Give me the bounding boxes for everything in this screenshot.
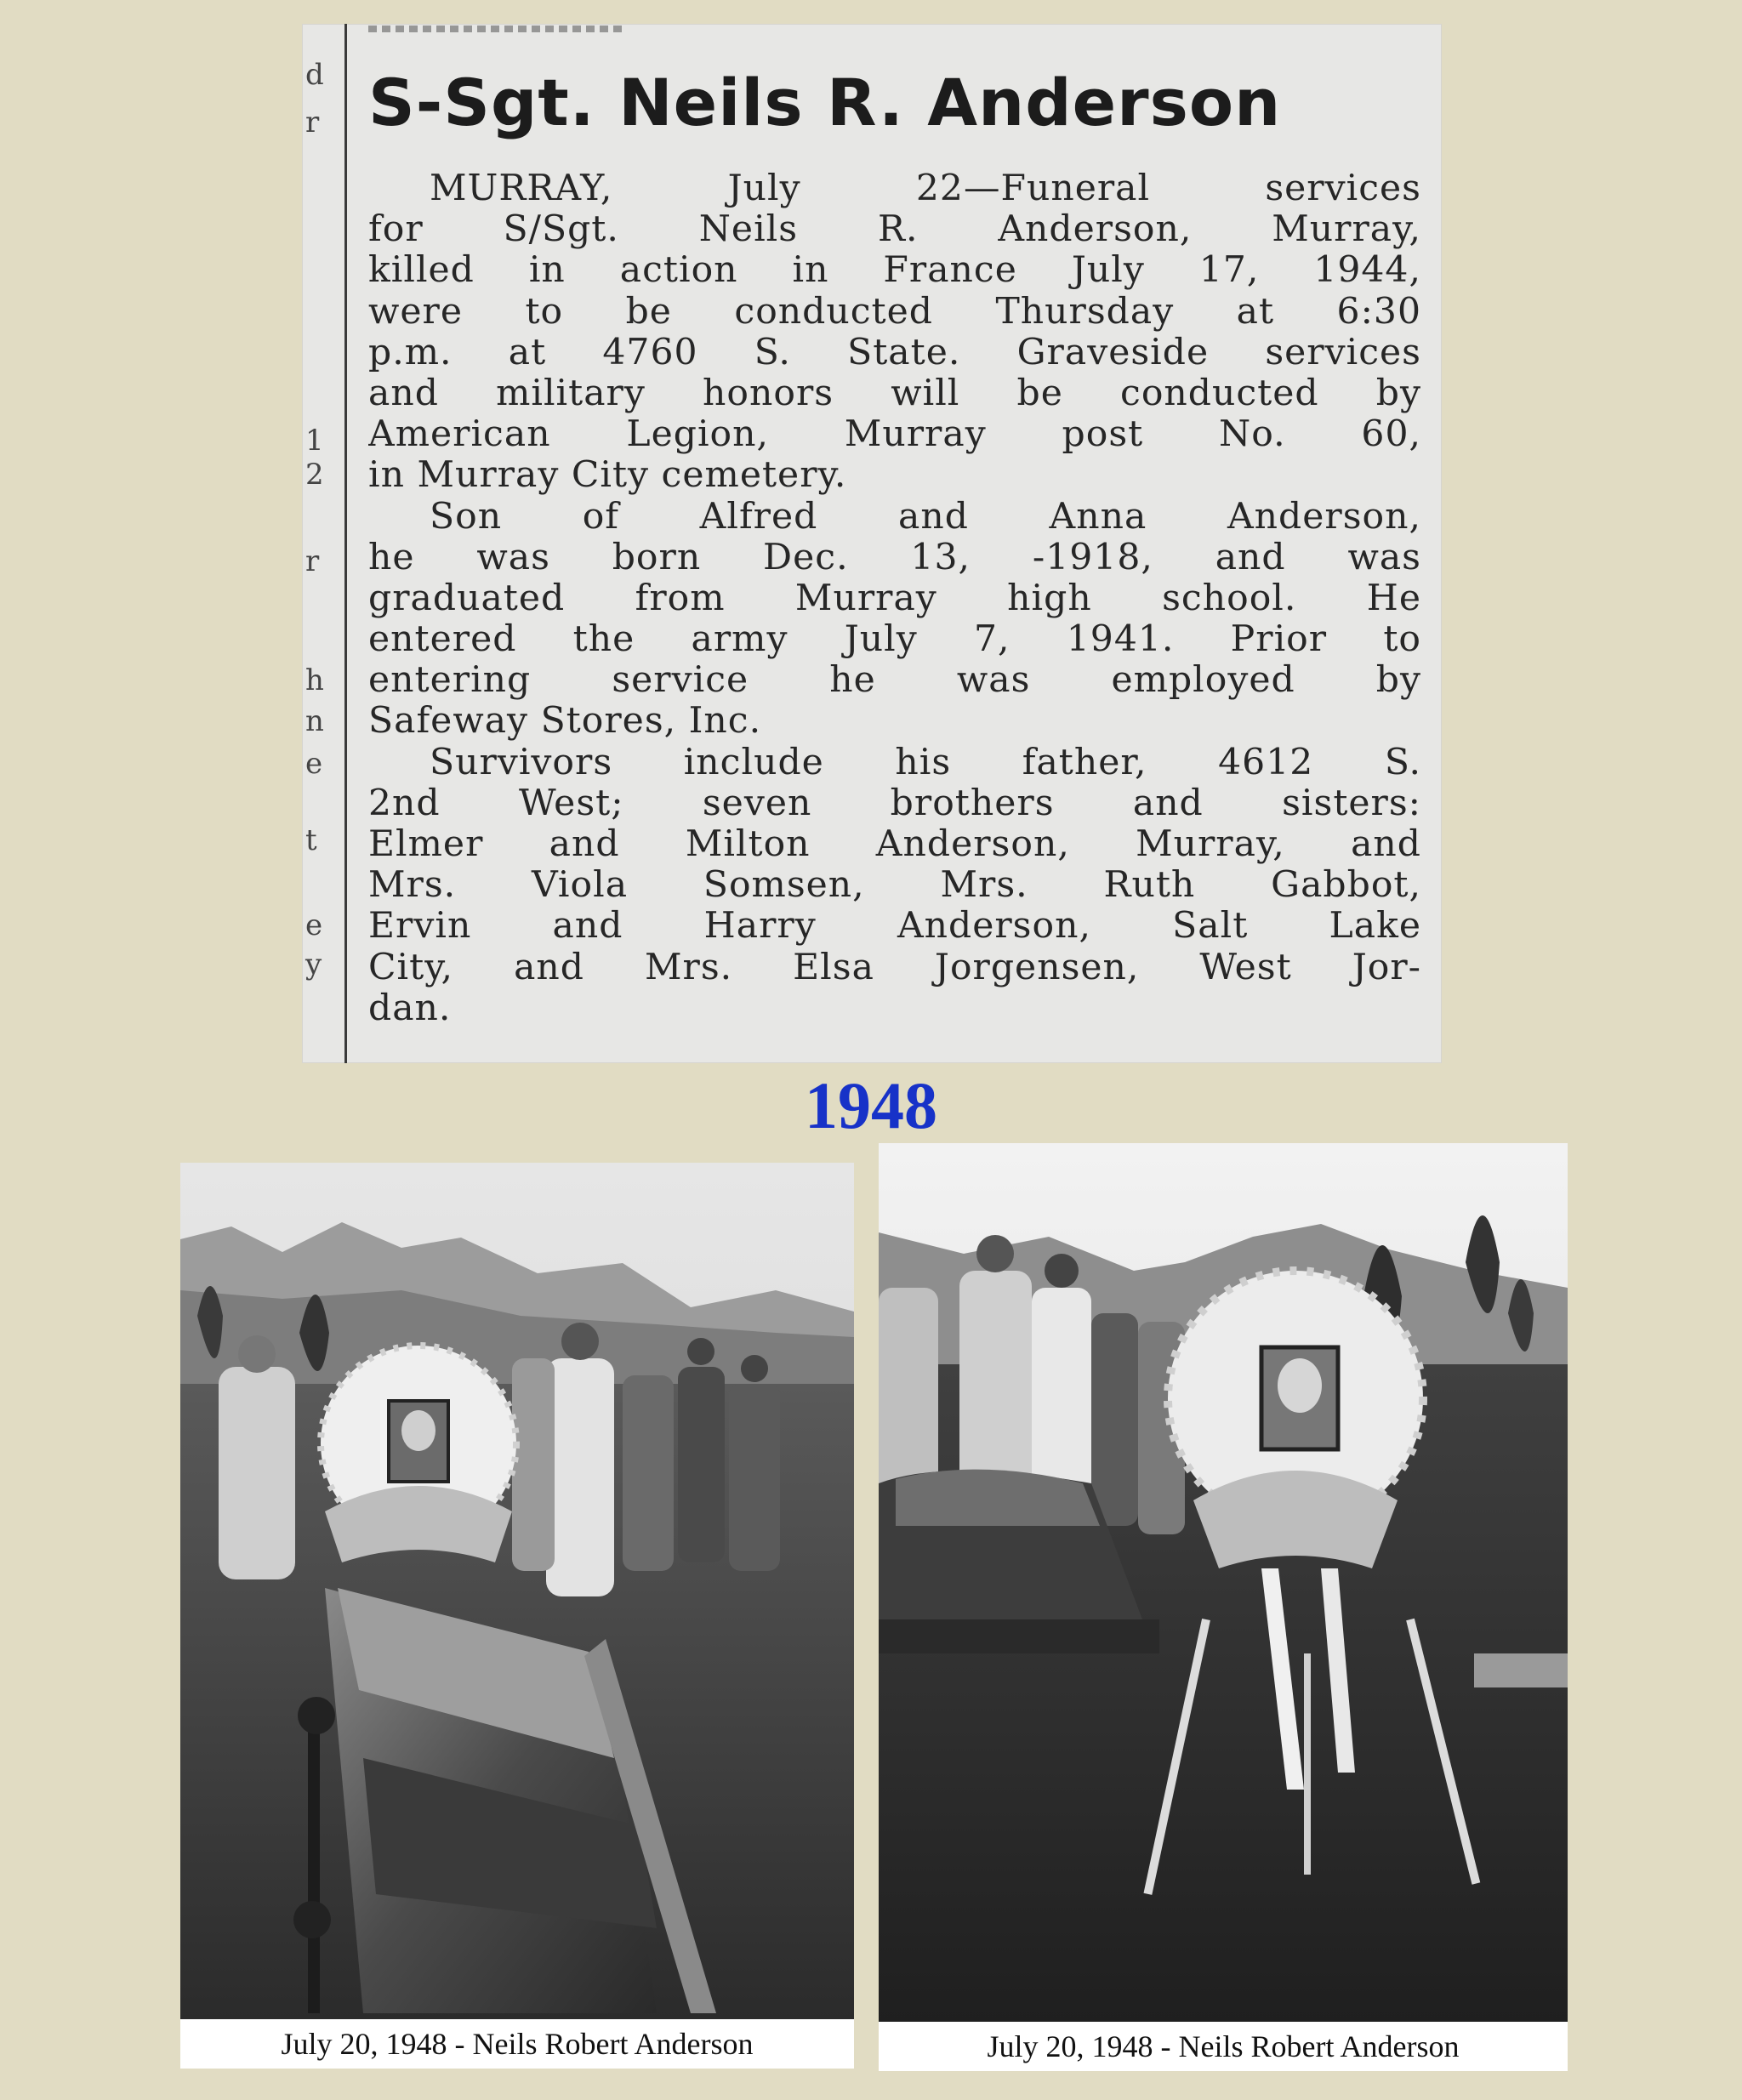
edge-letter: d [305, 58, 324, 92]
article-line: Safeway Stores, Inc. [368, 701, 762, 743]
obituary-headline: S-Sgt. Neils R. Anderson [368, 65, 1282, 140]
article-line: Ervin and Harry Anderson, Salt Lake [368, 906, 1421, 948]
edge-letter: 2 [305, 458, 324, 492]
article-line: Mrs. Viola Somsen, Mrs. Ruth Gabbot, [368, 865, 1421, 907]
photo-caption: July 20, 1948 - Neils Robert Anderson [879, 2022, 1568, 2071]
article-line: Son of Alfred and Anna Anderson, [430, 496, 1421, 538]
article-line: for S/Sgt. Neils R. Anderson, Murray, [368, 209, 1421, 251]
photo-casket-and-wreath [180, 1163, 854, 2019]
edge-letter: 1 [305, 424, 324, 458]
obituary-body [368, 168, 1421, 1029]
article-line: City, and Mrs. Elsa Jorgensen, West Jor- [368, 947, 1421, 988]
article-line: MURRAY, July 22—Funeral services [430, 168, 1421, 209]
article-line: dan. [368, 987, 452, 1029]
edge-letter: t [305, 823, 317, 857]
article-line: Elmer and Milton Anderson, Murray, and [368, 824, 1421, 865]
photo-wreath-with-portrait [879, 1143, 1568, 2022]
adjacent-column-fragment [302, 24, 343, 1063]
newspaper-clipping [302, 24, 1442, 1063]
edge-letter: e [305, 747, 323, 781]
edge-letter: n [305, 704, 324, 738]
funeral-photo-right [879, 1143, 1568, 2071]
edge-letter: e [305, 908, 323, 942]
edge-letter: r [305, 544, 320, 578]
year-heading: 1948 [805, 1068, 937, 1142]
edge-letter: r [305, 105, 320, 139]
article-line: in Murray City cemetery. [368, 455, 847, 497]
edge-letter: h [305, 663, 324, 697]
article-line: he was born Dec. 13, -1918, and was [368, 537, 1421, 578]
clipping-torn-top-text [368, 26, 623, 32]
article-line: graduated from Murray high school. He [368, 578, 1421, 619]
article-line: and military honors will be conducted by [368, 373, 1421, 414]
column-rule [344, 24, 347, 1063]
article-line: Survivors include his father, 4612 S. [430, 742, 1421, 783]
photo-caption: July 20, 1948 - Neils Robert Anderson [180, 2019, 854, 2069]
article-line: killed in action in France July 17, 1944, [368, 250, 1421, 292]
edge-letter: y [305, 948, 322, 982]
article-line: 2nd West; seven brothers and sisters: [368, 783, 1421, 824]
article-line: were to be conducted Thursday at 6:30 [368, 291, 1421, 333]
funeral-photo-left [180, 1163, 854, 2069]
article-line: entering service he was employed by [368, 660, 1421, 702]
article-line: p.m. at 4760 S. State. Graveside services [368, 332, 1421, 373]
article-line: entered the army July 7, 1941. Prior to [368, 619, 1421, 661]
article-line: American Legion, Murray post No. 60, [368, 414, 1421, 456]
